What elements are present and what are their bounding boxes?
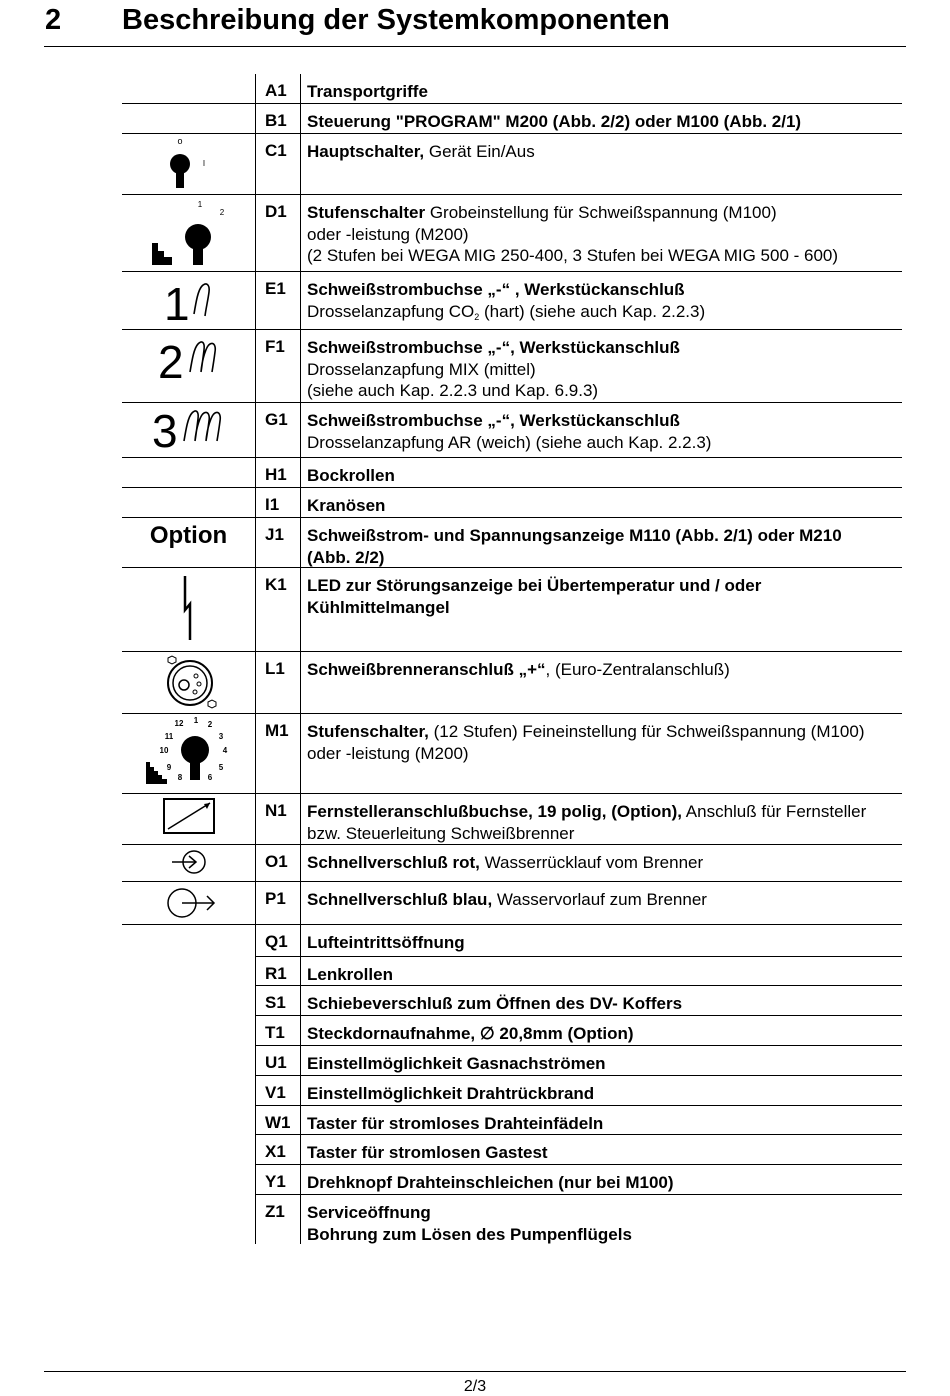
step-label-2: 2: [219, 208, 225, 217]
table-row: [0, 845, 950, 882]
main-switch-icon: [122, 134, 255, 195]
page-header-number: 2: [45, 4, 62, 36]
row-description: Lenkrollen: [307, 965, 393, 984]
row-code: Q1: [265, 932, 288, 951]
table-row: [0, 518, 950, 568]
table-row: [0, 1195, 950, 1245]
row-code: Y1: [265, 1172, 286, 1191]
row-description: Schweißbrenneranschluß „+“, (Euro-Zentralanschluß): [307, 660, 730, 679]
row-code: J1: [265, 525, 284, 544]
page-title: Beschreibung der Systemkomponenten: [122, 4, 670, 36]
remote-socket-icon: [122, 794, 255, 845]
table-row: [0, 794, 950, 845]
table-row: [0, 134, 950, 195]
row-description: Schweißstrom- und Spannungsanzeige M110 (Abb. 2/1) oder M210 (Abb. 2/2): [307, 526, 842, 567]
row-description: LED zur Störungsanzeige bei Übertemperatur und / oder Kühlmittelmangel: [307, 576, 762, 617]
row-code: X1: [265, 1142, 286, 1161]
row-description: Lufteintrittsöffnung: [307, 933, 465, 952]
row-code: L1: [265, 659, 285, 678]
header-rule: [44, 46, 906, 47]
table-row: [0, 652, 950, 714]
row-description: Transportgriffe: [307, 82, 428, 101]
row-code: E1: [265, 279, 286, 298]
table-row: [0, 1135, 950, 1165]
row-code: U1: [265, 1053, 287, 1072]
footer-rule: [44, 1371, 906, 1372]
row-code: A1: [265, 81, 287, 100]
row-description: Taster für stromlosen Gastest: [307, 1143, 548, 1162]
row-description: Steckdornaufnahme, ∅ 20,8mm (Option): [307, 1024, 634, 1043]
table-row: [0, 1046, 950, 1076]
table-row: [0, 1165, 950, 1195]
svg-text:3: 3: [218, 732, 224, 741]
switch-off-label: o: [177, 136, 183, 146]
svg-text:11: 11: [164, 732, 174, 741]
table-row: [0, 882, 950, 925]
row-code: W1: [265, 1113, 291, 1132]
switch-on-label: I: [202, 159, 206, 168]
row-code: T1: [265, 1023, 285, 1042]
svg-text:6: 6: [207, 773, 213, 782]
table-row: [0, 1106, 950, 1135]
choke-digit: 2: [158, 336, 184, 388]
row-code: B1: [265, 111, 287, 130]
table-row: [0, 458, 950, 488]
table-row: [0, 104, 950, 134]
table-row: [0, 330, 950, 403]
row-code: V1: [265, 1083, 286, 1102]
table-row: [0, 403, 950, 458]
row-code: D1: [265, 202, 287, 221]
row-code: G1: [265, 410, 288, 429]
svg-text:5: 5: [218, 763, 224, 772]
option-label: Option: [149, 522, 228, 549]
row-code: K1: [265, 575, 287, 594]
svg-text:1: 1: [193, 716, 199, 725]
row-description: Schnellverschluß blau, Wasservorlauf zum Brenner: [307, 890, 707, 909]
water-return-icon: [122, 845, 255, 882]
row-description: Serviceöffnung Bohrung zum Lösen des Pumpenflügels: [307, 1203, 632, 1244]
torch-connector-icon: [122, 652, 255, 714]
svg-text:8: 8: [177, 773, 183, 782]
choke-3-icon: [122, 403, 255, 458]
table-row: [0, 1076, 950, 1106]
row-code: F1: [265, 337, 285, 356]
choke-digit: 1: [164, 278, 190, 330]
row-description: Fernstelleranschlußbuchse, 19 polig, (Option), Anschluß für Fernsteller bzw. Steuerleitung Schweißbrenner: [307, 802, 867, 843]
row-code: H1: [265, 465, 287, 484]
row-description: Schweißstrombuchse „-“, Werkstückanschluß Drosselanzapfung AR (weich) (siehe auch Kap. 2.2.3): [307, 411, 712, 452]
svg-text:2: 2: [207, 720, 213, 729]
table-row: [0, 568, 950, 652]
page-number: 2/3: [463, 1378, 487, 1395]
svg-text:12: 12: [174, 719, 184, 728]
row-code: R1: [265, 964, 287, 983]
row-description: Einstellmöglichkeit Drahtrückbrand: [307, 1084, 595, 1103]
choke-digit: 3: [152, 405, 178, 457]
row-description: Kranösen: [307, 496, 386, 515]
row-description: Schnellverschluß rot, Wasserrücklauf vom Brenner: [307, 853, 704, 872]
row-code: P1: [265, 889, 286, 908]
choke-1-icon: [122, 272, 255, 330]
water-supply-icon: [122, 882, 255, 925]
row-description: Schweißstrombuchse „-“, Werkstückanschluß Drosselanzapfung MIX (mittel) (siehe auch Kap. 2.2.3 und Kap. 6.9.3): [307, 338, 680, 400]
row-description: Stufenschalter Grobeinstellung für Schweißspannung (M100) oder -leistung (M200) (2 Stufen bei WEGA MIG 250-400, 3 Stufen bei WEGA MIG 500 - 600): [307, 203, 839, 265]
row-code: N1: [265, 801, 287, 820]
row-description: Bockrollen: [307, 466, 395, 485]
row-code: O1: [265, 852, 288, 871]
fine-step-switch-icon: [122, 714, 255, 794]
step-label-1: 1: [197, 200, 203, 209]
svg-text:4: 4: [222, 746, 228, 755]
table-row: [0, 74, 950, 104]
row-description: Taster für stromloses Drahteinfädeln: [307, 1114, 604, 1133]
svg-text:9: 9: [166, 763, 172, 772]
row-description: Steuerung "PROGRAM" M200 (Abb. 2/2) oder M100 (Abb. 2/1): [307, 112, 802, 131]
fault-led-icon: [122, 568, 255, 652]
table-row: [0, 925, 950, 957]
row-code: M1: [265, 721, 289, 740]
choke-2-icon: [122, 330, 255, 403]
step-switch-icon: [122, 195, 255, 272]
table-row: [0, 957, 950, 986]
svg-text:10: 10: [159, 746, 169, 755]
table-row: [0, 714, 950, 794]
table-row: [0, 1016, 950, 1046]
row-code: S1: [265, 993, 286, 1012]
row-description: Drehknopf Drahteinschleichen (nur bei M100): [307, 1173, 674, 1192]
row-code: I1: [265, 495, 280, 514]
table-row: [0, 195, 950, 272]
table-row: [0, 488, 950, 518]
row-code: C1: [265, 141, 287, 160]
row-description: Hauptschalter, Gerät Ein/Aus: [307, 142, 535, 161]
row-description: Stufenschalter, (12 Stufen) Feineinstellung für Schweißspannung (M100) oder -leistung (M200): [307, 722, 865, 763]
table-row: [0, 986, 950, 1016]
row-code: Z1: [265, 1202, 285, 1221]
row-description: Einstellmöglichkeit Gasnachströmen: [307, 1054, 606, 1073]
row-description: Schweißstrombuchse „-“ , Werkstückanschluß Drosselanzapfung $CO_2$ (hart) (siehe auch Kap. 2.2.3): [307, 280, 706, 322]
row-description: Schiebeverschluß zum Öffnen des DV- Koffers: [307, 994, 683, 1013]
table-row: [0, 272, 950, 330]
